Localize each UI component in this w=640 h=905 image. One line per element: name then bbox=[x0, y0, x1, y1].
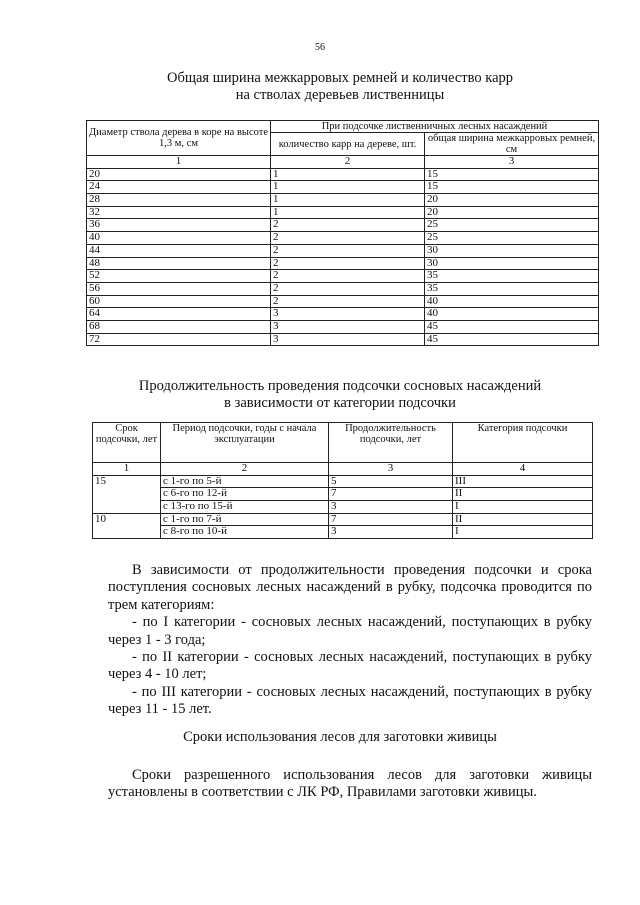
t1-cell: 25 bbox=[425, 219, 599, 232]
t2-header-term: Срок подсочки, лет bbox=[93, 423, 161, 463]
t2-colnum: 3 bbox=[329, 463, 453, 476]
pine-tapping-table bbox=[92, 422, 593, 539]
t1-cell: 40 bbox=[425, 295, 599, 308]
t1-cell: 35 bbox=[425, 282, 599, 295]
t2-colnum: 1 bbox=[93, 463, 161, 476]
section-heading: Сроки использования лесов для заготовки живицы bbox=[183, 729, 497, 745]
t1-cell: 72 bbox=[87, 333, 271, 346]
list-item: - по II категории - сосновых лесных насаждений, поступающих в рубку через 4 - 10 лет; bbox=[108, 649, 592, 683]
table-row bbox=[87, 320, 599, 333]
t2-cell: 7 bbox=[329, 513, 453, 526]
t2-cell: с 1-го по 7-й bbox=[161, 513, 329, 526]
t1-cell: 35 bbox=[425, 270, 599, 283]
table-row bbox=[93, 513, 593, 526]
table1-title bbox=[60, 70, 620, 104]
t2-colnum: 4 bbox=[453, 463, 593, 476]
t2-cell: 3 bbox=[329, 526, 453, 539]
table2-title bbox=[60, 378, 620, 412]
t1-colnum: 2 bbox=[271, 156, 425, 169]
paragraph-terms bbox=[108, 767, 592, 802]
table-row bbox=[87, 232, 599, 245]
table-row bbox=[87, 257, 599, 270]
t1-cell: 3 bbox=[271, 333, 425, 346]
t1-cell: 36 bbox=[87, 219, 271, 232]
t2-cell: I bbox=[453, 501, 593, 514]
t1-cell: 3 bbox=[271, 308, 425, 321]
t1-cell: 32 bbox=[87, 206, 271, 219]
t2-colnum: 2 bbox=[161, 463, 329, 476]
t2-cell: 3 bbox=[329, 501, 453, 514]
paragraph-categories: В зависимости от продолжительности проведения подсочки и срока поступления сосновых лесных насаждений в рубку, подсочка проводится по трем категориям: bbox=[108, 562, 592, 613]
t1-header-count: количество карр на дереве, шт. bbox=[271, 133, 425, 156]
t2-header-period: Период подсочки, годы с начала эксплуатации bbox=[161, 423, 329, 463]
t1-cell: 45 bbox=[425, 320, 599, 333]
list-item: - по III категории - сосновых лесных насаждений, поступающих в рубку через 11 - 15 лет. bbox=[108, 683, 592, 718]
t2-header-category: Категория подсочки bbox=[453, 423, 593, 463]
t1-cell: 30 bbox=[425, 257, 599, 270]
t1-cell: 28 bbox=[87, 194, 271, 207]
t1-cell: 40 bbox=[425, 308, 599, 321]
t2-cell: с 8-го по 10-й bbox=[161, 526, 329, 539]
t1-cell: 1 bbox=[271, 194, 425, 207]
t2-cell: с 1-го по 5-й bbox=[161, 475, 329, 488]
t1-cell: 45 bbox=[425, 333, 599, 346]
t1-cell: 60 bbox=[87, 295, 271, 308]
t1-cell: 25 bbox=[425, 232, 599, 245]
t1-cell: 2 bbox=[271, 244, 425, 257]
t1-cell: 68 bbox=[87, 320, 271, 333]
t1-cell: 40 bbox=[87, 232, 271, 245]
t2-cell: II bbox=[453, 488, 593, 501]
table1-title-line2: на стволах деревьев лиственницы bbox=[235, 87, 445, 103]
t2-cell: I bbox=[453, 526, 593, 539]
t1-cell: 44 bbox=[87, 244, 271, 257]
table-row bbox=[87, 270, 599, 283]
t1-cell: 15 bbox=[425, 181, 599, 194]
t1-cell: 3 bbox=[271, 320, 425, 333]
t2-cell: с 6-го по 12-й bbox=[161, 488, 329, 501]
table-row bbox=[87, 168, 599, 181]
t1-header-diameter: Диаметр ствола дерева в коре на высоте 1,3 м, см bbox=[87, 121, 271, 156]
table-row bbox=[87, 219, 599, 232]
t2-header-duration: Продолжительность подсочки, лет bbox=[329, 423, 453, 463]
table-row bbox=[87, 282, 599, 295]
paragraph-terms-text: Сроки разрешенного использования лесов для заготовки живицы установлены в соответствии с ЛК РФ, Правилами заготовки живицы. bbox=[108, 767, 592, 801]
t1-cell: 56 bbox=[87, 282, 271, 295]
table-row bbox=[87, 206, 599, 219]
larch-table bbox=[86, 120, 599, 346]
t1-colnum: 1 bbox=[87, 156, 271, 169]
table1-title-line1: Общая ширина межкарровых ремней и количество карр bbox=[166, 70, 514, 86]
t1-cell: 2 bbox=[271, 257, 425, 270]
table-row bbox=[87, 194, 599, 207]
page-number: 56 bbox=[315, 42, 325, 53]
t2-cell: 5 bbox=[329, 475, 453, 488]
t1-colnum: 3 bbox=[425, 156, 599, 169]
t1-cell: 30 bbox=[425, 244, 599, 257]
table-row bbox=[93, 526, 593, 539]
t1-cell: 64 bbox=[87, 308, 271, 321]
table-row bbox=[87, 181, 599, 194]
t2-term-cell: 15 bbox=[93, 475, 161, 513]
table-row bbox=[93, 475, 593, 488]
t1-cell: 20 bbox=[425, 194, 599, 207]
table-row bbox=[87, 244, 599, 257]
t1-cell: 24 bbox=[87, 181, 271, 194]
categories-section bbox=[108, 562, 592, 719]
t1-cell: 2 bbox=[271, 270, 425, 283]
t1-cell: 2 bbox=[271, 232, 425, 245]
t1-cell: 20 bbox=[87, 168, 271, 181]
table2-title-line1: Продолжительность проведения подсочки сосновых насаждений bbox=[138, 378, 542, 394]
t1-cell: 1 bbox=[271, 181, 425, 194]
t2-cell: с 13-го по 15-й bbox=[161, 501, 329, 514]
t1-cell: 48 bbox=[87, 257, 271, 270]
t2-cell: III bbox=[453, 475, 593, 488]
table-row bbox=[87, 333, 599, 346]
t1-cell: 1 bbox=[271, 168, 425, 181]
table-row bbox=[93, 501, 593, 514]
t1-cell: 2 bbox=[271, 282, 425, 295]
t1-cell: 1 bbox=[271, 206, 425, 219]
t2-cell: 7 bbox=[329, 488, 453, 501]
table2-title-line2: в зависимости от категории подсочки bbox=[224, 395, 456, 411]
t1-cell: 2 bbox=[271, 219, 425, 232]
t2-term-cell: 10 bbox=[93, 513, 161, 538]
t1-cell: 2 bbox=[271, 295, 425, 308]
table-row bbox=[93, 488, 593, 501]
list-item: - по I категории - сосновых лесных насаждений, поступающих в рубку через 1 - 3 года; bbox=[108, 614, 592, 648]
table-row bbox=[87, 308, 599, 321]
t2-cell: II bbox=[453, 513, 593, 526]
t1-cell: 15 bbox=[425, 168, 599, 181]
t1-cell: 20 bbox=[425, 206, 599, 219]
t1-header-width: общая ширина межкарровых ремней, см bbox=[425, 133, 599, 156]
t1-cell: 52 bbox=[87, 270, 271, 283]
table-row bbox=[87, 295, 599, 308]
t1-header-group: При подсочке лиственничных лесных насаждений bbox=[271, 121, 599, 133]
